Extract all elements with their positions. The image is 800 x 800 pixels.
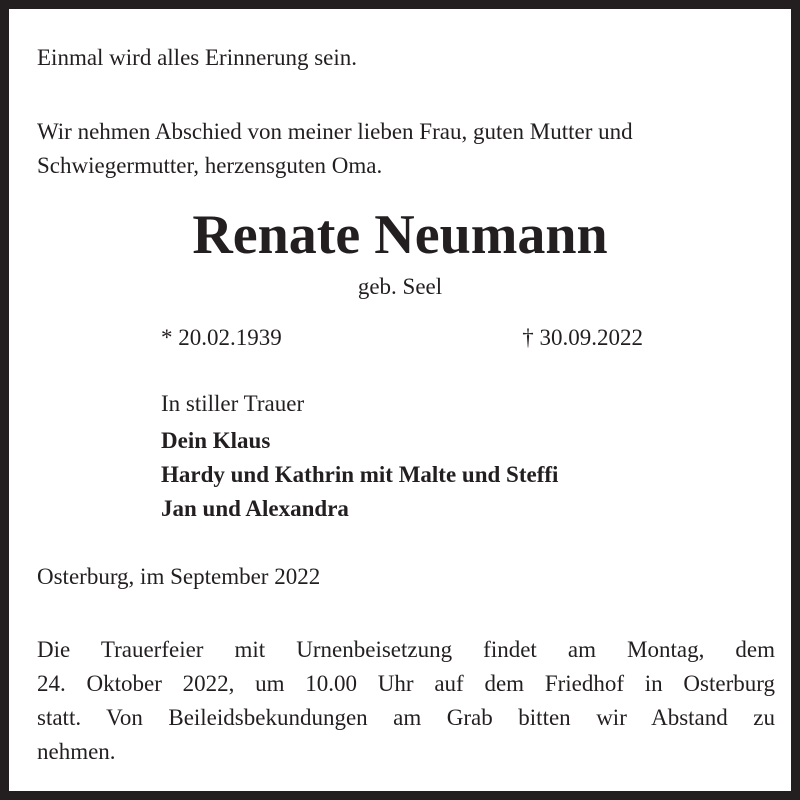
ceremony-paragraph xyxy=(37,633,775,769)
ceremony-line: statt. Von Beileidsbekundungen am Grab bitten wir Abstand zu xyxy=(37,705,775,730)
ceremony-line: nehmen. xyxy=(37,739,116,764)
intro-text-line: Schwiegermutter, herzensguten Oma. xyxy=(37,153,383,178)
intro-quote: Einmal wird alles Erinnerung sein. xyxy=(37,45,358,70)
family-member: Jan und Alexandra xyxy=(161,496,349,521)
family-member: Hardy und Kathrin mit Malte und Steffi xyxy=(161,462,559,487)
intro-text-line: Wir nehmen Abschied von meiner lieben Frau, guten Mutter und xyxy=(37,119,633,144)
place-and-date: Osterburg, im September 2022 xyxy=(37,564,321,589)
ceremony-line: 24. Oktober 2022, um 10.00 Uhr auf dem Friedhof in Osterburg xyxy=(37,671,775,696)
mourning-heading: In stiller Trauer xyxy=(161,391,305,416)
ceremony-line: Die Trauerfeier mit Urnenbeisetzung findet am Montag, dem xyxy=(37,637,775,662)
death-date: † 30.09.2022 xyxy=(522,325,643,350)
deceased-name: Renate Neumann xyxy=(192,204,608,266)
family-member: Dein Klaus xyxy=(161,428,271,453)
birth-date: * 20.02.1939 xyxy=(161,325,282,350)
maiden-name: geb. Seel xyxy=(357,274,443,299)
